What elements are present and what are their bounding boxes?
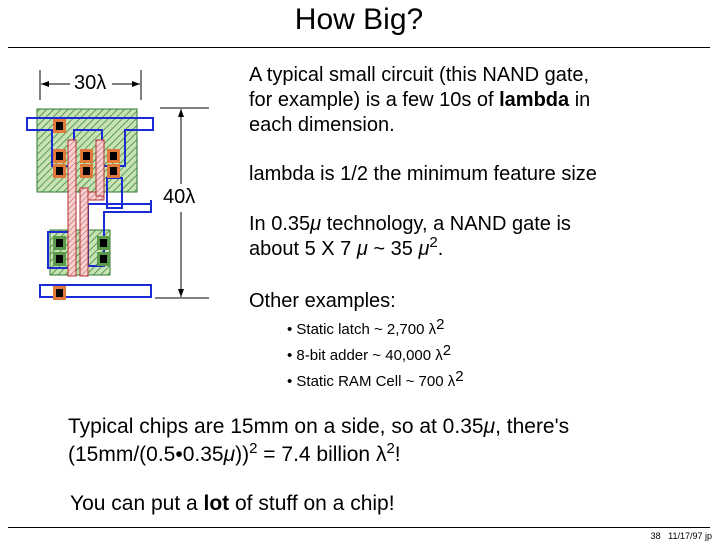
- intro-line-2: [249, 88, 590, 113]
- chip-size-paragraph: [68, 413, 569, 469]
- formula-part: = 7.4 billion λ: [257, 443, 387, 466]
- lambda-definition: lambda is 1/2 the minimum feature size: [249, 163, 597, 185]
- chip-size-line-1-text: Typical chips are 15mm on a side, so at 0.35: [68, 415, 484, 438]
- technology-line-1-text: In 0.35: [249, 213, 311, 235]
- mu-symbol: μ: [418, 238, 430, 260]
- technology-line-2-text: about 5 X 7: [249, 238, 357, 260]
- slide-date: 11/17/97 jp: [668, 531, 712, 541]
- chip-size-line-1: [68, 413, 569, 441]
- page-title: How Big?: [294, 3, 424, 36]
- example-text: • Static RAM Cell ~ 700 λ: [287, 373, 456, 390]
- superscript: 2: [429, 234, 438, 251]
- chip-size-line-1-end: , there's: [495, 415, 570, 438]
- closing-text: You can put a: [70, 492, 204, 515]
- chip-size-line-2: [68, 441, 569, 469]
- width-label: 30λ: [74, 72, 107, 94]
- page-number: 38: [650, 531, 661, 541]
- technology-paragraph: [249, 212, 571, 262]
- technology-line-2-end: .: [437, 238, 444, 260]
- technology-line-1-end: technology, a NAND gate is: [321, 213, 571, 235]
- slide-footer: [651, 531, 712, 541]
- closing-text-end: of stuff on a chip!: [229, 492, 395, 515]
- closing-sentence: [70, 491, 395, 517]
- example-item: [287, 316, 445, 338]
- lambda-bold: lambda: [499, 89, 570, 111]
- height-label: 40λ: [163, 186, 196, 208]
- formula-part: !: [394, 443, 401, 466]
- superscript: 2: [436, 316, 445, 333]
- mu-symbol: μ: [483, 415, 496, 438]
- footer-divider: [8, 527, 710, 528]
- intro-paragraph: [249, 63, 590, 138]
- mu-symbol: μ: [356, 238, 368, 260]
- example-text: • Static latch ~ 2,700 λ: [287, 321, 437, 338]
- intro-line-3: each dimension.: [249, 114, 395, 136]
- formula-part: (15mm/(0.5•0.35: [68, 443, 224, 466]
- technology-line-2: [249, 234, 571, 262]
- example-item: [287, 368, 464, 390]
- other-examples-heading: Other examples:: [249, 290, 396, 312]
- technology-line-2-mid: ~ 35: [367, 238, 419, 260]
- superscript: 2: [442, 342, 452, 359]
- superscript: 2: [249, 440, 258, 457]
- lot-bold: lot: [203, 492, 230, 515]
- intro-line-1: A typical small circuit (this NAND gate,: [249, 64, 590, 86]
- formula-part: )): [235, 443, 250, 466]
- intro-line-2-end: in: [569, 89, 591, 111]
- title-divider: [8, 47, 710, 48]
- superscript: 2: [386, 440, 395, 457]
- intro-line-2-text: for example) is a few 10s of: [249, 89, 500, 111]
- example-item: [287, 342, 452, 364]
- superscript: 2: [455, 368, 464, 385]
- technology-line-1: [249, 212, 571, 237]
- nand-gate-layout-diagram: [0, 60, 240, 310]
- example-text: • 8-bit adder ~ 40,000 λ: [287, 347, 443, 364]
- mu-symbol: μ: [310, 213, 322, 235]
- mu-symbol: μ: [223, 443, 236, 466]
